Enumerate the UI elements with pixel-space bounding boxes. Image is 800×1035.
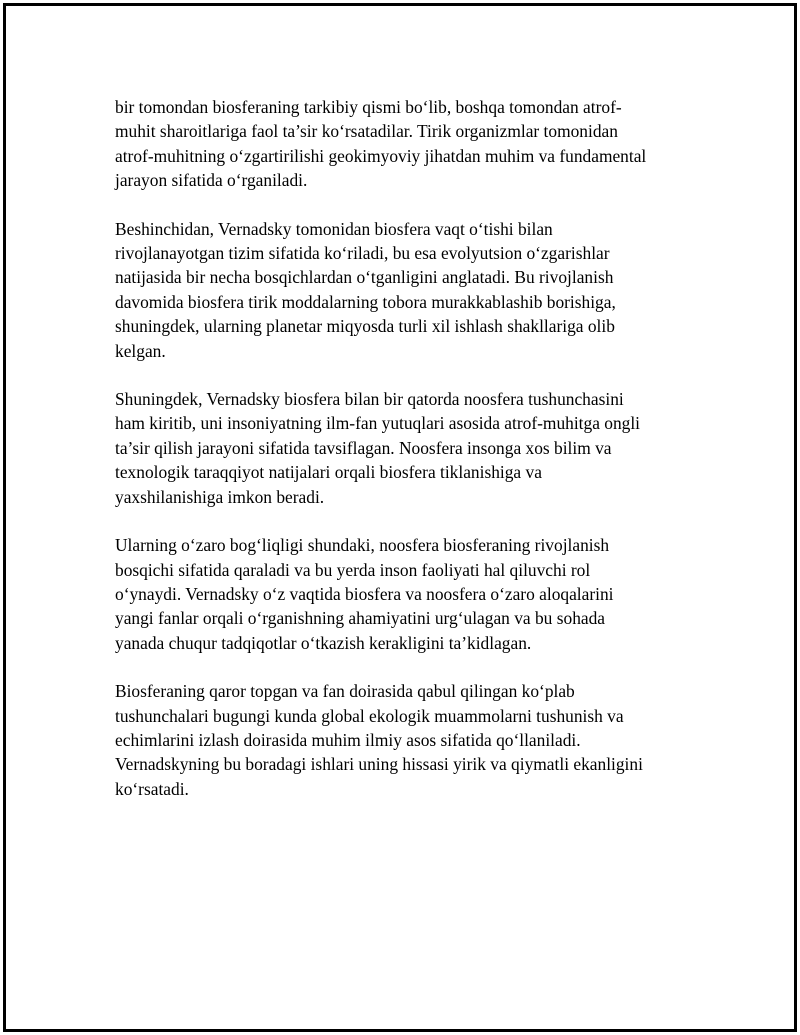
paragraph: Beshinchidan, Vernadsky tomonidan biosfera vaqt o‘tishi bilan rivojlanayotgan tizim sifatida ko‘riladi, bu esa evolyutsion o‘zgarishlar natijasida bir necha bosqichlardan o‘tganligini anglatadi. Bu rivojlanish davomida biosfera tirik moddalarning tobora murakkablashib borishiga, shuningdek, ularning planetar miqyosda turli xil ishlash shakllariga olib kelgan. [115, 218, 616, 361]
paragraph: Ularning o‘zaro bog‘liqligi shundaki, noosfera biosferaning rivojlanish bosqichi sifatida qaraladi va bu yerda inson faoliyati hal qiluvchi rol o‘ynaydi. Vernadsky o‘z vaqtida biosfera va noosfera o‘zaro aloqalarini yangi fanlar orqali o‘rganishning ahamiyatini urg‘ulagan va bu sohada yanada chuqur tadqiqotlar o‘tkazish kerakligini ta’kidlagan. [115, 535, 614, 653]
paragraph: Biosferaning qaror topgan va fan doirasida qabul qilingan ko‘plab tushunchalari bugungi kunda global ekologik muammolarni tushunish va echimlarini izlash doirasida muhim ilmiy asos sifatida qo‘llaniladi. Vernadskyning bu boradagi ishlari uning hissasi yirik va qiymatli ekanligini ko‘rsatadi. [115, 681, 643, 799]
paragraph: bir tomondan biosferaning tarkibiy qismi bo‘lib, boshqa tomondan atrof- muhit sharoitlariga faol ta’sir ko‘rsatadilar. Tirik organizmlar tomonidan atrof-muhitning o‘zgartirilishi geokimyoviy jihatdan muhim va fundamental jarayon sifatida o‘rganiladi. [115, 97, 647, 191]
paragraph: Shuningdek, Vernadsky biosfera bilan bir qatorda noosfera tushunchasini ham kiritib, uni insoniyatning ilm-fan yutuqlari asosida atrof-muhitga ongli ta’sir qilish jarayoni sifatida tavsiflagan. Noosfera insonga xos bilim va texnologik taraqqiyot natijalari orqali biosfera tiklanishiga va yaxshilanishiga imkon beradi. [115, 389, 641, 507]
document-body [115, 95, 690, 825]
